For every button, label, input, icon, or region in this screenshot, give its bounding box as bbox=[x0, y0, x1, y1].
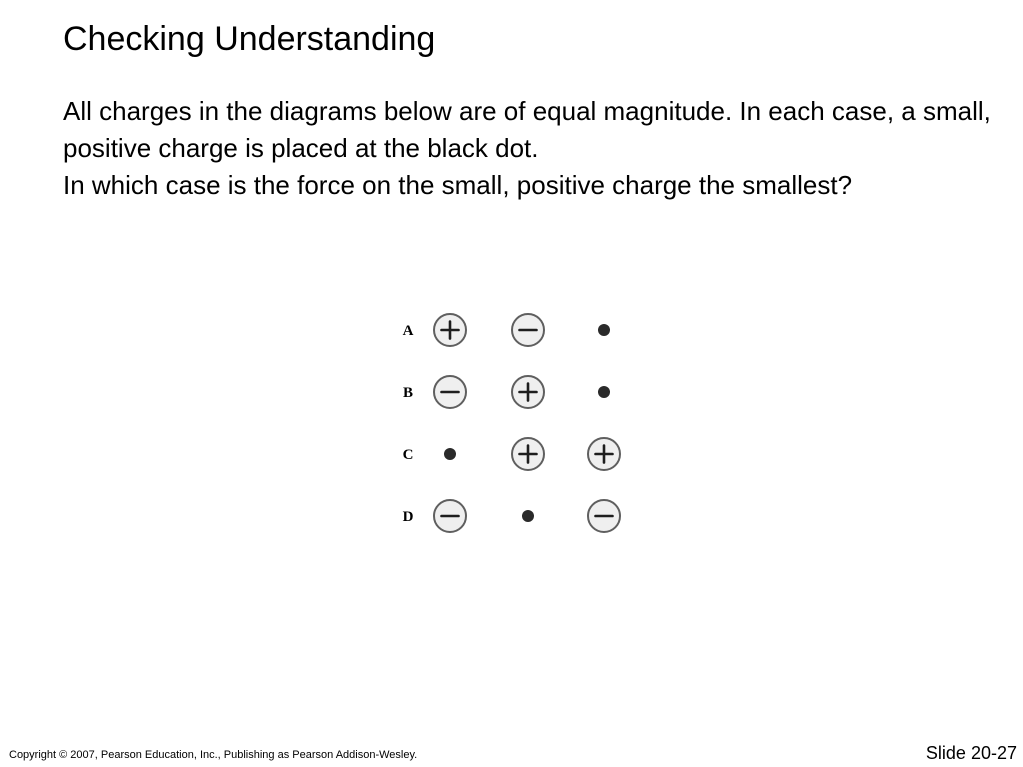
question-prompt-text: In which case is the force on the small, positive charge the smallest? bbox=[63, 170, 853, 200]
diagram-row-d bbox=[403, 500, 620, 532]
slide-number: Slide 20-27 bbox=[925, 743, 1017, 763]
test-charge-dot bbox=[444, 448, 456, 460]
test-charge-dot bbox=[598, 324, 610, 336]
negative-charge-icon bbox=[588, 500, 620, 532]
diagram-row-b bbox=[403, 376, 610, 408]
negative-charge-icon bbox=[434, 376, 466, 408]
footer-copyright: Copyright © 2007, Pearson Education, Inc., Publishing as Pearson Addison-Wesley. bbox=[9, 749, 418, 761]
positive-charge-icon bbox=[434, 314, 466, 346]
positive-charge-icon bbox=[512, 438, 544, 470]
row-label: D bbox=[402, 509, 414, 525]
slide-title: Checking Understanding bbox=[63, 20, 436, 58]
slide-body-text bbox=[63, 93, 993, 204]
test-charge-dot bbox=[598, 386, 610, 398]
row-label: B bbox=[402, 385, 414, 401]
negative-charge-icon bbox=[512, 314, 544, 346]
negative-charge-icon bbox=[434, 500, 466, 532]
row-label: C bbox=[402, 447, 414, 463]
row-label: A bbox=[402, 323, 414, 339]
question-context-text: All charges in the diagrams below are of equal magnitude. In each case, a small, positive charge is placed at the black dot. bbox=[63, 96, 991, 163]
test-charge-dot bbox=[522, 510, 534, 522]
diagram-row-a bbox=[403, 314, 610, 346]
diagram-row-c bbox=[403, 438, 620, 470]
positive-charge-icon bbox=[512, 376, 544, 408]
positive-charge-icon bbox=[588, 438, 620, 470]
charge-configuration-diagram bbox=[392, 303, 642, 553]
